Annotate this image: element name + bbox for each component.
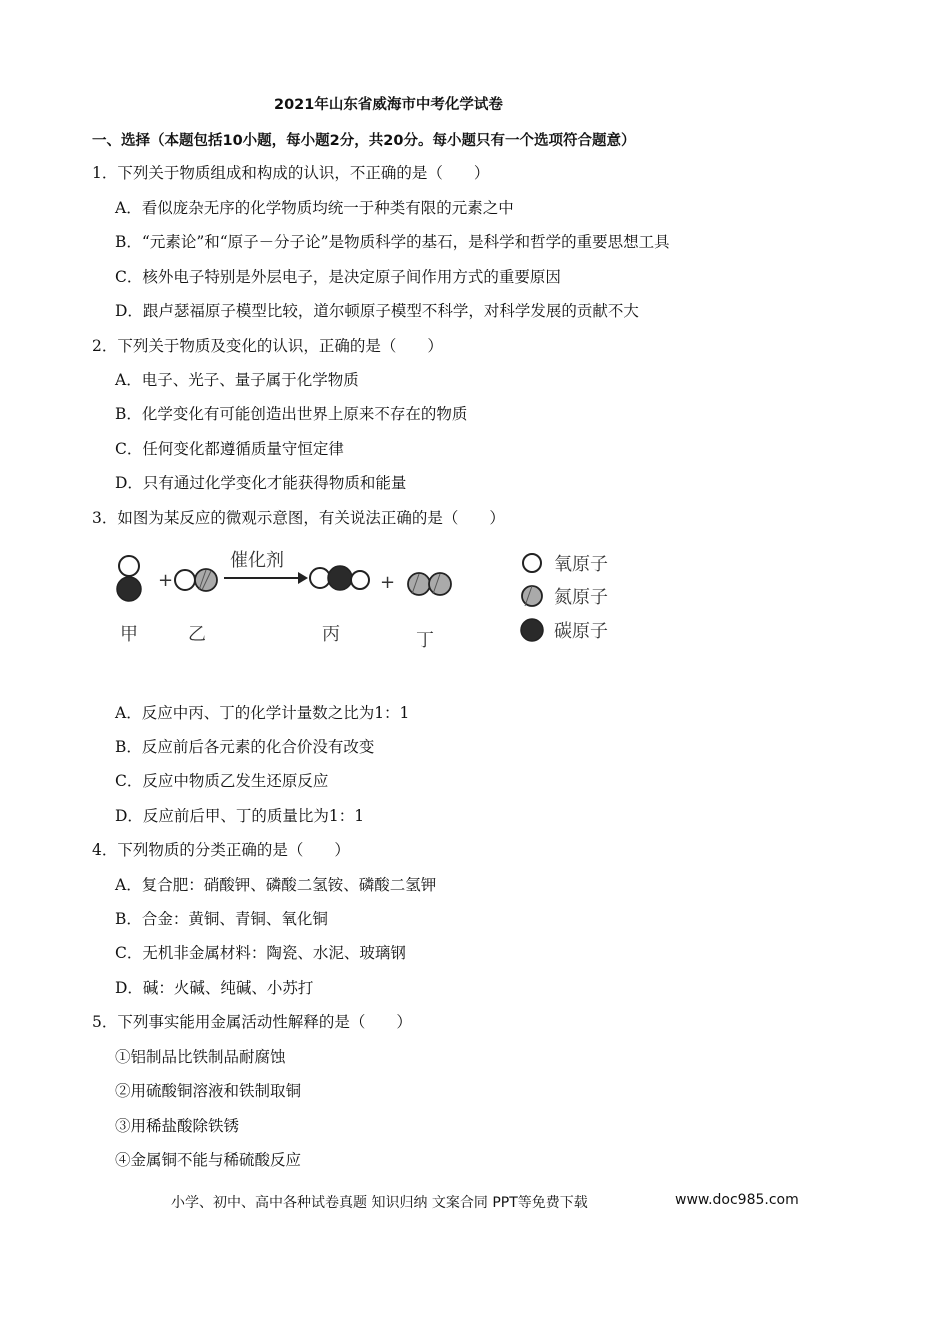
question-1-stem: 1．下列关于物质组成和构成的认识，不正确的是（ ） xyxy=(92,164,490,182)
label-yi: 乙 xyxy=(188,624,206,645)
molecule-bing-oxygen-1 xyxy=(310,568,330,588)
question-5-item-2: ②用硫酸铜溶液和铁制取铜 xyxy=(115,1082,302,1100)
question-1-option-d: D．跟卢瑟福原子模型比较，道尔顿原子模型不科学，对科学发展的贡献不大 xyxy=(115,302,639,320)
question-2-option-a: A．电子、光子、量子属于化学物质 xyxy=(115,371,359,389)
question-4-option-c: C．无机非金属材料：陶瓷、水泥、玻璃钢 xyxy=(115,944,406,962)
molecule-yi-oxygen xyxy=(175,570,195,590)
label-bing: 丙 xyxy=(322,624,340,645)
plus-sign-2: + xyxy=(380,572,396,593)
catalyst-label: 催化剂 xyxy=(230,550,284,571)
question-4-option-d: D．碱：火碱、纯碱、小苏打 xyxy=(115,979,314,997)
question-2-stem: 2．下列关于物质及变化的认识，正确的是（ ） xyxy=(92,337,443,355)
question-2-option-d: D．只有通过化学变化才能获得物质和能量 xyxy=(115,474,407,492)
question-5-item-1: ①铝制品比铁制品耐腐蚀 xyxy=(115,1048,286,1066)
exam-title: 2021年山东省威海市中考化学试卷 xyxy=(274,97,503,113)
question-3-option-a: A．反应中丙、丁的化学计量数之比为1：1 xyxy=(115,704,410,722)
reaction-arrowhead xyxy=(298,572,308,584)
question-1-option-b: B．“元素论”和“原子－分子论”是物质科学的基石，是科学和哲学的重要思想工具 xyxy=(115,233,670,251)
legend-carbon-symbol xyxy=(521,619,543,641)
question-5-stem: 5．下列事实能用金属活动性解释的是（ ） xyxy=(92,1013,412,1031)
question-3-option-d: D．反应前后甲、丁的质量比为1：1 xyxy=(115,807,365,825)
molecule-bing-oxygen-2 xyxy=(351,571,369,589)
molecule-bing-carbon xyxy=(328,566,352,590)
question-1-option-a: A．看似庞杂无序的化学物质均统一于种类有限的元素之中 xyxy=(115,199,514,217)
question-3-option-b: B．反应前后各元素的化合价没有改变 xyxy=(115,738,375,756)
question-2-option-c: C．任何变化都遵循质量守恒定律 xyxy=(115,440,344,458)
question-3-option-c: C．反应中物质乙发生还原反应 xyxy=(115,772,329,790)
reaction-diagram xyxy=(108,542,648,664)
question-4-stem: 4．下列物质的分类正确的是（ ） xyxy=(92,841,350,859)
molecule-jia-carbon xyxy=(117,577,141,601)
question-4-option-b: B．合金：黄铜、青铜、氧化铜 xyxy=(115,910,328,928)
question-2-option-b: B．化学变化有可能创造出世界上原来不存在的物质 xyxy=(115,405,468,423)
question-3-stem: 3．如图为某反应的微观示意图，有关说法正确的是（ ） xyxy=(92,509,505,527)
legend-nitrogen-symbol xyxy=(522,586,542,606)
molecule-jia-oxygen xyxy=(119,556,139,576)
molecule-ding-nitrogen-1 xyxy=(408,573,430,595)
legend-oxygen-symbol xyxy=(523,554,541,572)
legend-carbon-label: 碳原子 xyxy=(554,621,608,642)
question-5-item-4: ④金属铜不能与稀硫酸反应 xyxy=(115,1151,302,1169)
label-ding: 丁 xyxy=(416,630,434,651)
question-5-item-3: ③用稀盐酸除铁锈 xyxy=(115,1117,240,1135)
label-jia: 甲 xyxy=(120,624,138,645)
question-1-option-c: C．核外电子特别是外层电子，是决定原子间作用方式的重要原因 xyxy=(115,268,561,286)
molecule-yi-nitrogen xyxy=(195,569,217,591)
question-4-option-a: A．复合肥：硝酸钾、磷酸二氢铵、磷酸二氢钾 xyxy=(115,876,437,894)
footer-promo-text: 小学、初中、高中各种试卷真题 知识归纳 文案合同 PPT等免费下载 xyxy=(171,1195,588,1211)
legend-oxygen-label: 氧原子 xyxy=(554,554,608,575)
molecule-ding-nitrogen-2 xyxy=(429,573,451,595)
section-heading: 一、选择（本题包括10小题，每小题2分，共20分。每小题只有一个选项符合题意） xyxy=(92,133,636,149)
plus-sign: + xyxy=(158,570,174,591)
footer-url[interactable]: www.doc985.com xyxy=(675,1192,799,1208)
legend-nitrogen-label: 氮原子 xyxy=(554,587,608,608)
